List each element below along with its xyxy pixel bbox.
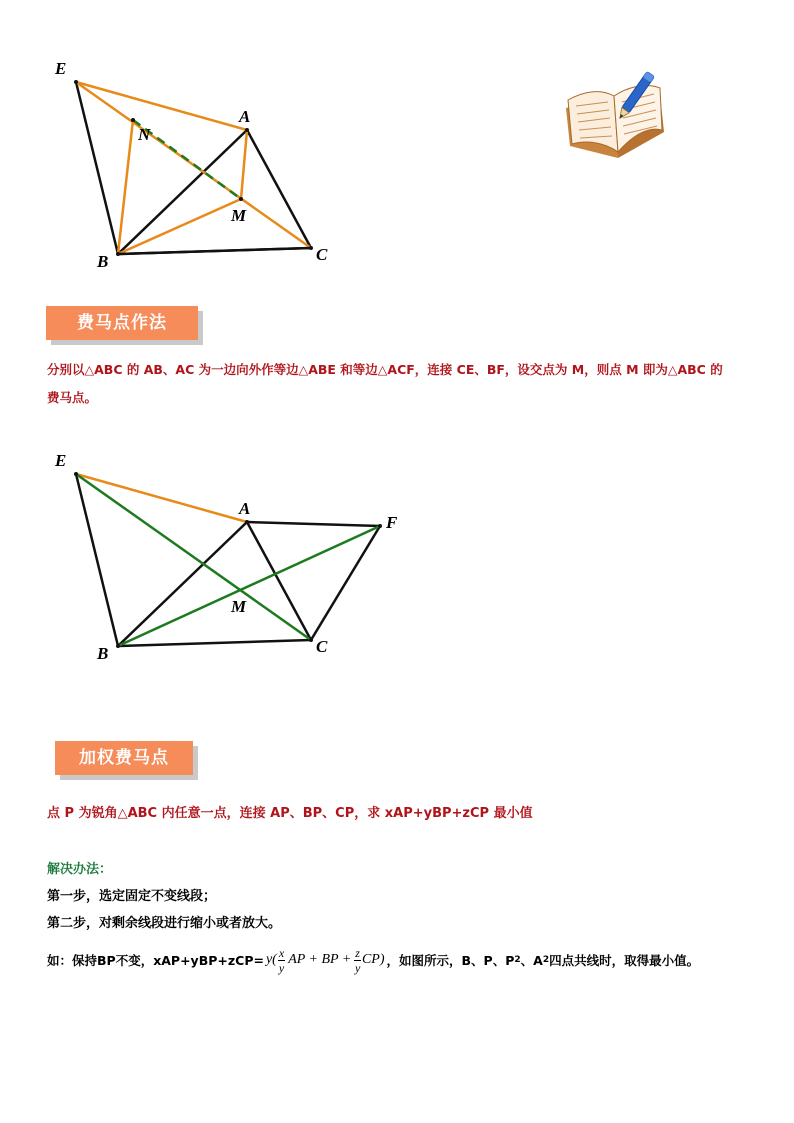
point-B xyxy=(116,252,120,256)
fraction-z-num: z xyxy=(355,945,360,960)
label-C: C xyxy=(316,245,328,264)
example-prefix: 如：保持BP不变，xAP+yBP+zCP= xyxy=(47,953,264,968)
label-M: M xyxy=(231,206,247,225)
fraction-z-den: y xyxy=(354,960,361,975)
fraction-z-over-y xyxy=(354,946,361,975)
solution-step2: 第二步，对剩余线段进行缩小或者放大。 xyxy=(47,916,282,931)
fraction-x-den: y xyxy=(278,960,285,975)
label-C: C xyxy=(316,637,328,656)
point-B xyxy=(116,644,120,648)
label-A: A xyxy=(239,107,251,126)
point-A xyxy=(245,520,249,524)
point-M xyxy=(239,197,243,201)
sub-2a: 2 xyxy=(514,955,521,965)
figure-2-svg xyxy=(0,440,420,670)
section2-problem: 点 P 为锐角△ABC 内任意一点，连接 AP、BP、CP，求 xAP+yBP+zCP 最小值 xyxy=(47,806,533,821)
figure-2 xyxy=(0,440,420,670)
example-suffix-3: 四点共线时，取得最小值。 xyxy=(549,953,700,968)
point-F xyxy=(378,524,382,528)
segment-NB xyxy=(118,120,133,254)
segment-AC xyxy=(247,130,311,248)
formula-y: y( xyxy=(265,952,277,967)
segment-AB xyxy=(118,130,247,254)
segment-AF xyxy=(247,522,380,526)
point-C xyxy=(309,638,313,642)
label-B: B xyxy=(97,252,109,271)
section1-text-line2: 费马点。 xyxy=(47,390,98,405)
segment-AB xyxy=(118,522,247,646)
section1-text-line1: 分别以△ABC 的 AB、AC 为一边向外作等边△ABE 和等边△ACF，连接 CE、BF，设交点为 M，则点 M 即为△ABC 的 xyxy=(47,362,723,377)
point-C xyxy=(309,246,313,250)
label-E: E xyxy=(55,451,67,470)
point-E xyxy=(74,80,78,84)
fraction-x-num: x xyxy=(278,945,285,960)
section-title-weighted-fermat: 加权费马点 xyxy=(55,741,193,775)
segment-BM xyxy=(118,199,241,254)
segment-BF xyxy=(118,526,380,646)
section-title-fermat-construction: 费马点作法 xyxy=(46,306,198,340)
example-suffix-2: 、A xyxy=(520,953,543,968)
segment-BC xyxy=(118,640,311,646)
segment-AM xyxy=(241,130,247,199)
sub-2b: 2 xyxy=(542,955,550,965)
label-E: E xyxy=(55,59,67,78)
solution-heading: 解决办法： xyxy=(47,862,113,877)
segment-BC-top xyxy=(118,248,311,254)
book-with-pen-icon xyxy=(560,70,670,165)
label-N: N xyxy=(138,125,151,144)
formula-mid: AP + BP + xyxy=(288,952,352,967)
point-N xyxy=(131,118,135,122)
fraction-x-over-y xyxy=(278,946,285,975)
example-suffix-1: ，如图所示，B、P、P xyxy=(386,953,515,968)
formula-end: CP) xyxy=(361,952,385,967)
point-E xyxy=(74,472,78,476)
segment-EA xyxy=(76,82,247,130)
segment-AC xyxy=(247,522,311,640)
label-F: F xyxy=(386,513,398,532)
label-M: M xyxy=(231,597,247,616)
figure-1-svg xyxy=(0,0,420,290)
figure-1 xyxy=(0,0,420,290)
example-line xyxy=(47,940,699,980)
label-A: A xyxy=(239,499,251,518)
point-A xyxy=(245,128,249,132)
solution-step1: 第一步，选定固定不变线段； xyxy=(47,889,217,904)
segment-EA xyxy=(76,474,247,522)
label-B: B xyxy=(97,644,109,663)
